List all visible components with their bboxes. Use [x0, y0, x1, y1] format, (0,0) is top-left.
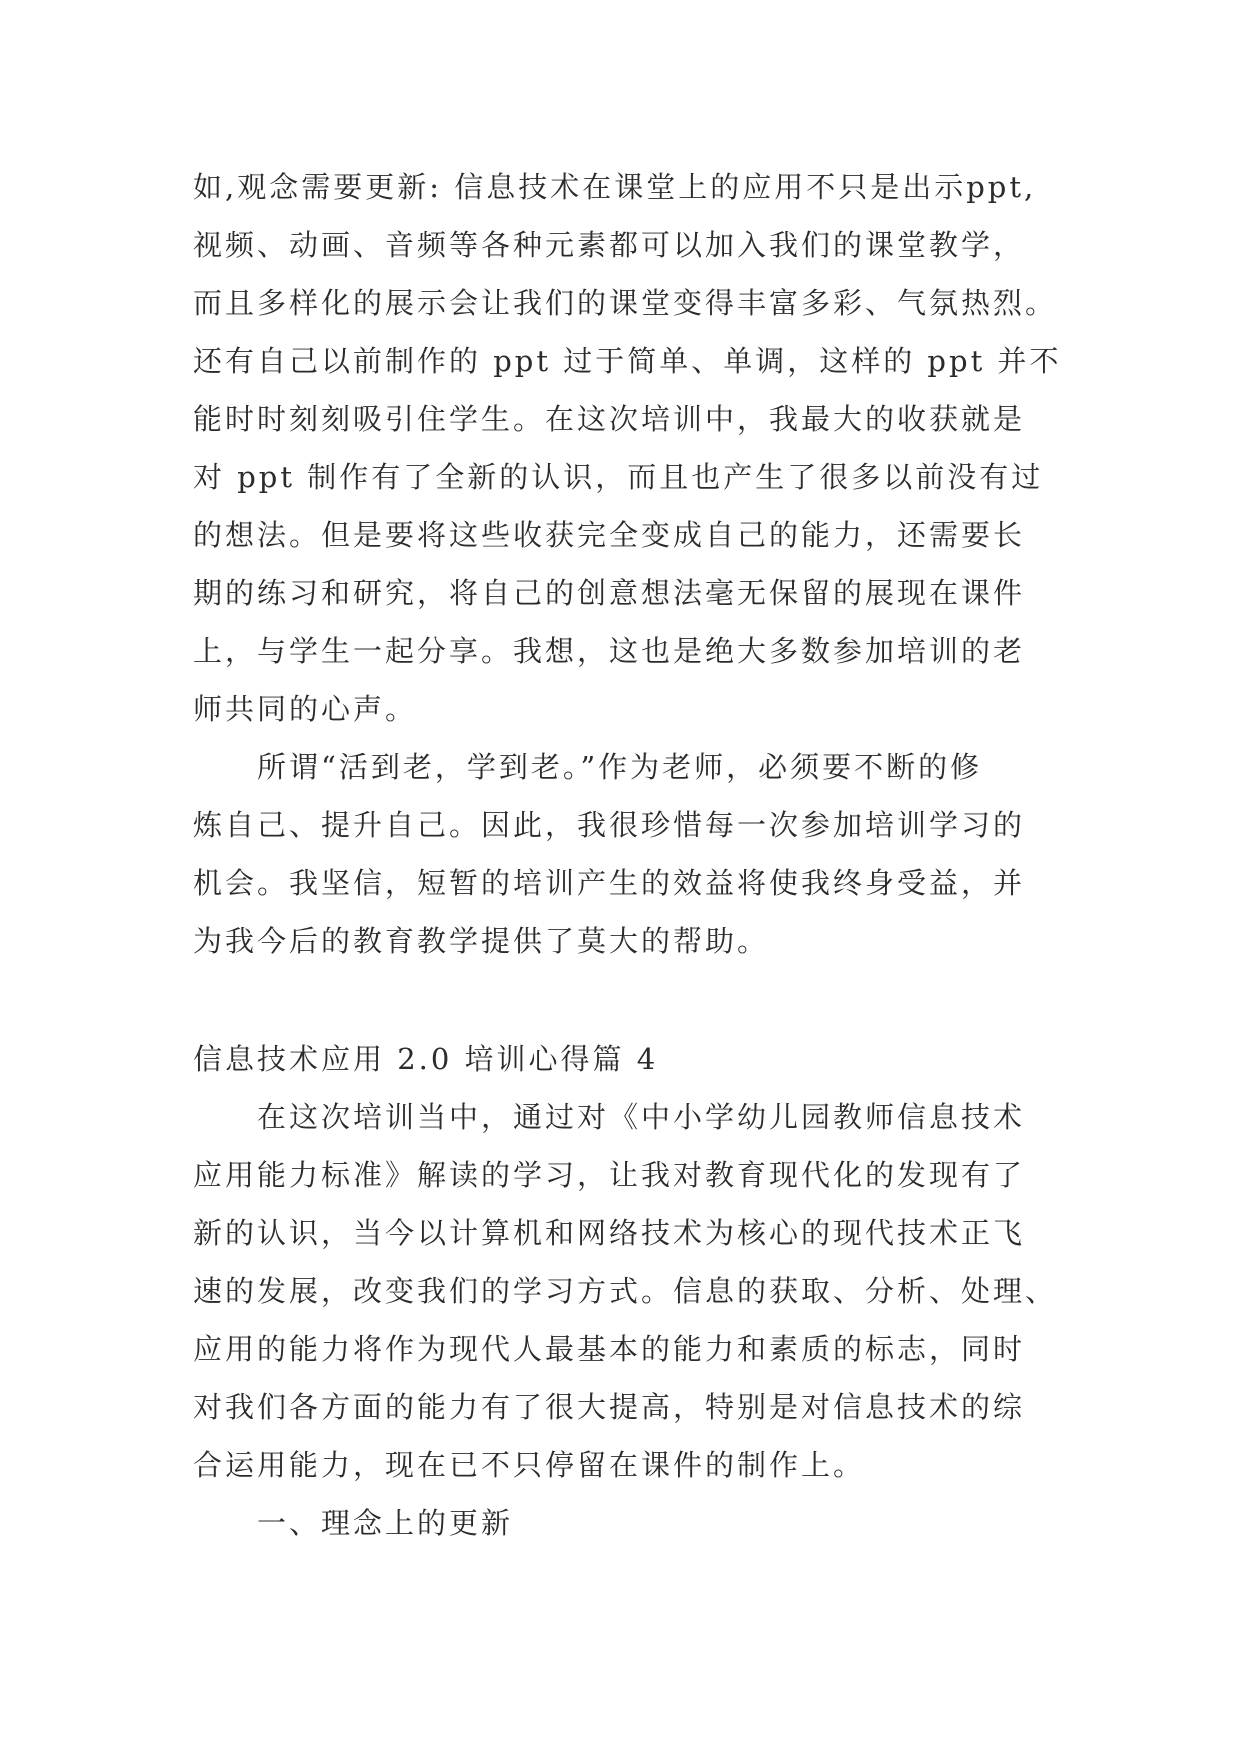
paragraph-line: 还有自己以前制作的 ppt 过于简单、单调，这样的 ppt 并不: [193, 344, 1062, 378]
paragraph-line: 应用的能力将作为现代人最基本的能力和素质的标志，同时: [193, 1332, 1026, 1366]
paragraph-line: 期的练习和研究，将自己的创意想法毫无保留的展现在课件: [193, 576, 1026, 610]
paragraph-line: 在这次培训当中，通过对《中小学幼儿园教师信息技术: [257, 1100, 1026, 1134]
paragraph-line: 能时时刻刻吸引住学生。在这次培训中，我最大的收获就是: [193, 402, 1026, 436]
paragraph-line: 对我们各方面的能力有了很大提高，特别是对信息技术的综: [193, 1390, 1026, 1424]
paragraph-line: 上，与学生一起分享。我想，这也是绝大多数参加培训的老: [193, 634, 1026, 668]
paragraph-line: 如,观念需要更新: 信息技术在课堂上的应用不只是出示ppt,: [193, 170, 1037, 204]
paragraph-line: 师共同的心声。: [193, 692, 418, 726]
paragraph-line: 合运用能力，现在已不只停留在课件的制作上。: [193, 1448, 866, 1482]
paragraph-line: 对 ppt 制作有了全新的认识，而且也产生了很多以前没有过: [193, 460, 1044, 494]
paragraph-line: 应用能力标准》解读的学习，让我对教育现代化的发现有了: [193, 1158, 1026, 1192]
paragraph-line: 为我今后的教育教学提供了莫大的帮助。: [193, 924, 770, 958]
paragraph-line: 而且多样化的展示会让我们的课堂变得丰富多彩、气氛热烈。: [193, 286, 1058, 320]
paragraph-line: 机会。我坚信，短暂的培训产生的效益将使我终身受益，并: [193, 866, 1026, 900]
paragraph-line: 新的认识，当今以计算机和网络技术为核心的现代技术正飞: [193, 1216, 1026, 1250]
paragraph-line: 视频、动画、音频等各种元素都可以加入我们的课堂教学，: [193, 228, 1026, 262]
paragraph-line: 所谓“活到老，学到老。”作为老师，必须要不断的修: [257, 750, 983, 784]
subsection-heading: 一、理念上的更新: [257, 1506, 514, 1540]
section-title: 信息技术应用 2.0 培训心得篇 4: [193, 1042, 659, 1076]
paragraph-line: 速的发展，改变我们的学习方式。信息的获取、分析、处理、: [193, 1274, 1058, 1308]
paragraph-line: 炼自己、提升自己。因此，我很珍惜每一次参加培训学习的: [193, 808, 1026, 842]
paragraph-line: 的想法。但是要将这些收获完全变成自己的能力，还需要长: [193, 518, 1026, 552]
